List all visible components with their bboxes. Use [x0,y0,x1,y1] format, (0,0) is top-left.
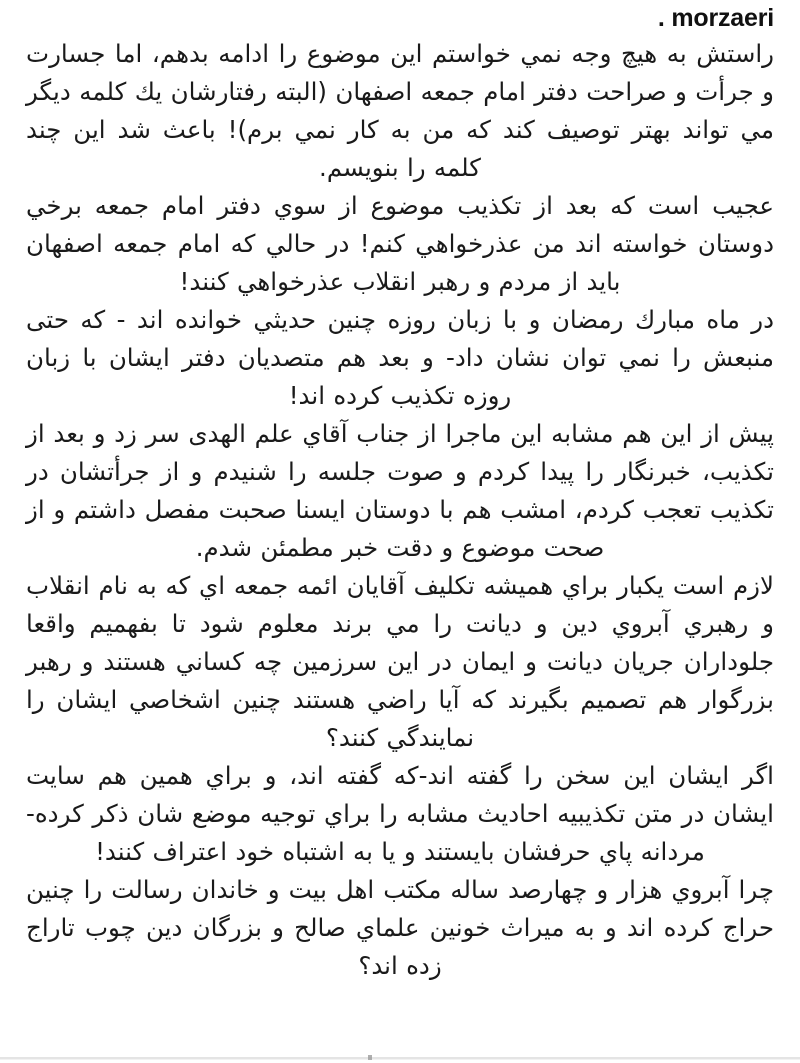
post-paragraph-6: اگر ایشان این سخن را گفته اند-كه گفته اند، و براي همین هم سایت ایشان در متن تكذیبیه احادیث مشابه را براي توجیه موضع شان ذكر كرده- مردانه پاي حرفشان بایستند و یا به اشتباه خود اعتراف كنند! [26,760,774,866]
post-paragraph-7: چرا آبروي هزار و چهارصد ساله مكتب اهل بیت و خاندان رسالت را چنین حراج كرده اند و به میراث خونین علماي صالح و بزرگان دین چوب تاراج زده اند؟ [26,874,774,980]
post-header [0,0,800,35]
post-paragraph-1: راستش به هیچ وجه نمي خواستم این موضوع را ادامه بدهم، اما جسارت و جرأت و صراحت دفتر امام جمعه اصفهان (البته رفتارشان یك كلمه دیگر مي تواند بهتر توصیف كند كه من به كار نمي برم)! باعث شد این چند كلمه را بنویسم. [26,38,774,182]
post-body-text [0,35,800,1063]
separator-nub-icon [368,1055,372,1060]
username-label[interactable]: . morzaeri [657,4,774,32]
separator-rule [0,1057,800,1059]
post-paragraph-3: در ماه مبارك رمضان و با زبان روزه چنین حدیثي خوانده اند - كه حتی منبعش را نمي توان نشان داد- و بعد هم متصدیان دفتر ایشان با زبان روزه تكذیب كرده اند! [26,304,774,410]
post-paragraph-4: پیش از این هم مشابه این ماجرا از جناب آقاي علم الهدی سر زد و بعد از تكذیب، خبرنگار را پیدا كردم و صوت جلسه را شنیدم و از جرأتشان در تكذیب تعجب كردم، امشب هم با دوستان ایسنا صحبت مفصل داشتم و از صحت موضوع و دقت خبر مطمئن شدم. [26,418,774,562]
post-paragraph-5: لازم است یكبار براي همیشه تكلیف آقایان ائمه جمعه اي كه به نام انقلاب و رهبري آبروي دین و دیانت را مي برند معلوم شود تا بفهمیم واقعا جلوداران جریان دیانت و ایمان در این سرزمین چه كساني هستند و رهبر بزرگوار هم تصمیم بگیرند كه آیا راضي هستند چنین اشخاصي ایشان را نمایندگي كنند؟ [26,570,774,752]
bottom-separator-bar [0,1051,800,1063]
post-paragraph-2: عجیب است كه بعد از تكذیب موضوع از سوي دفتر امام جمعه برخي دوستان خواسته اند من عذرخواهي كنم! در حالي كه امام جمعه اصفهان باید از مردم و رهبر انقلاب عذرخواهي كنند! [26,190,774,296]
